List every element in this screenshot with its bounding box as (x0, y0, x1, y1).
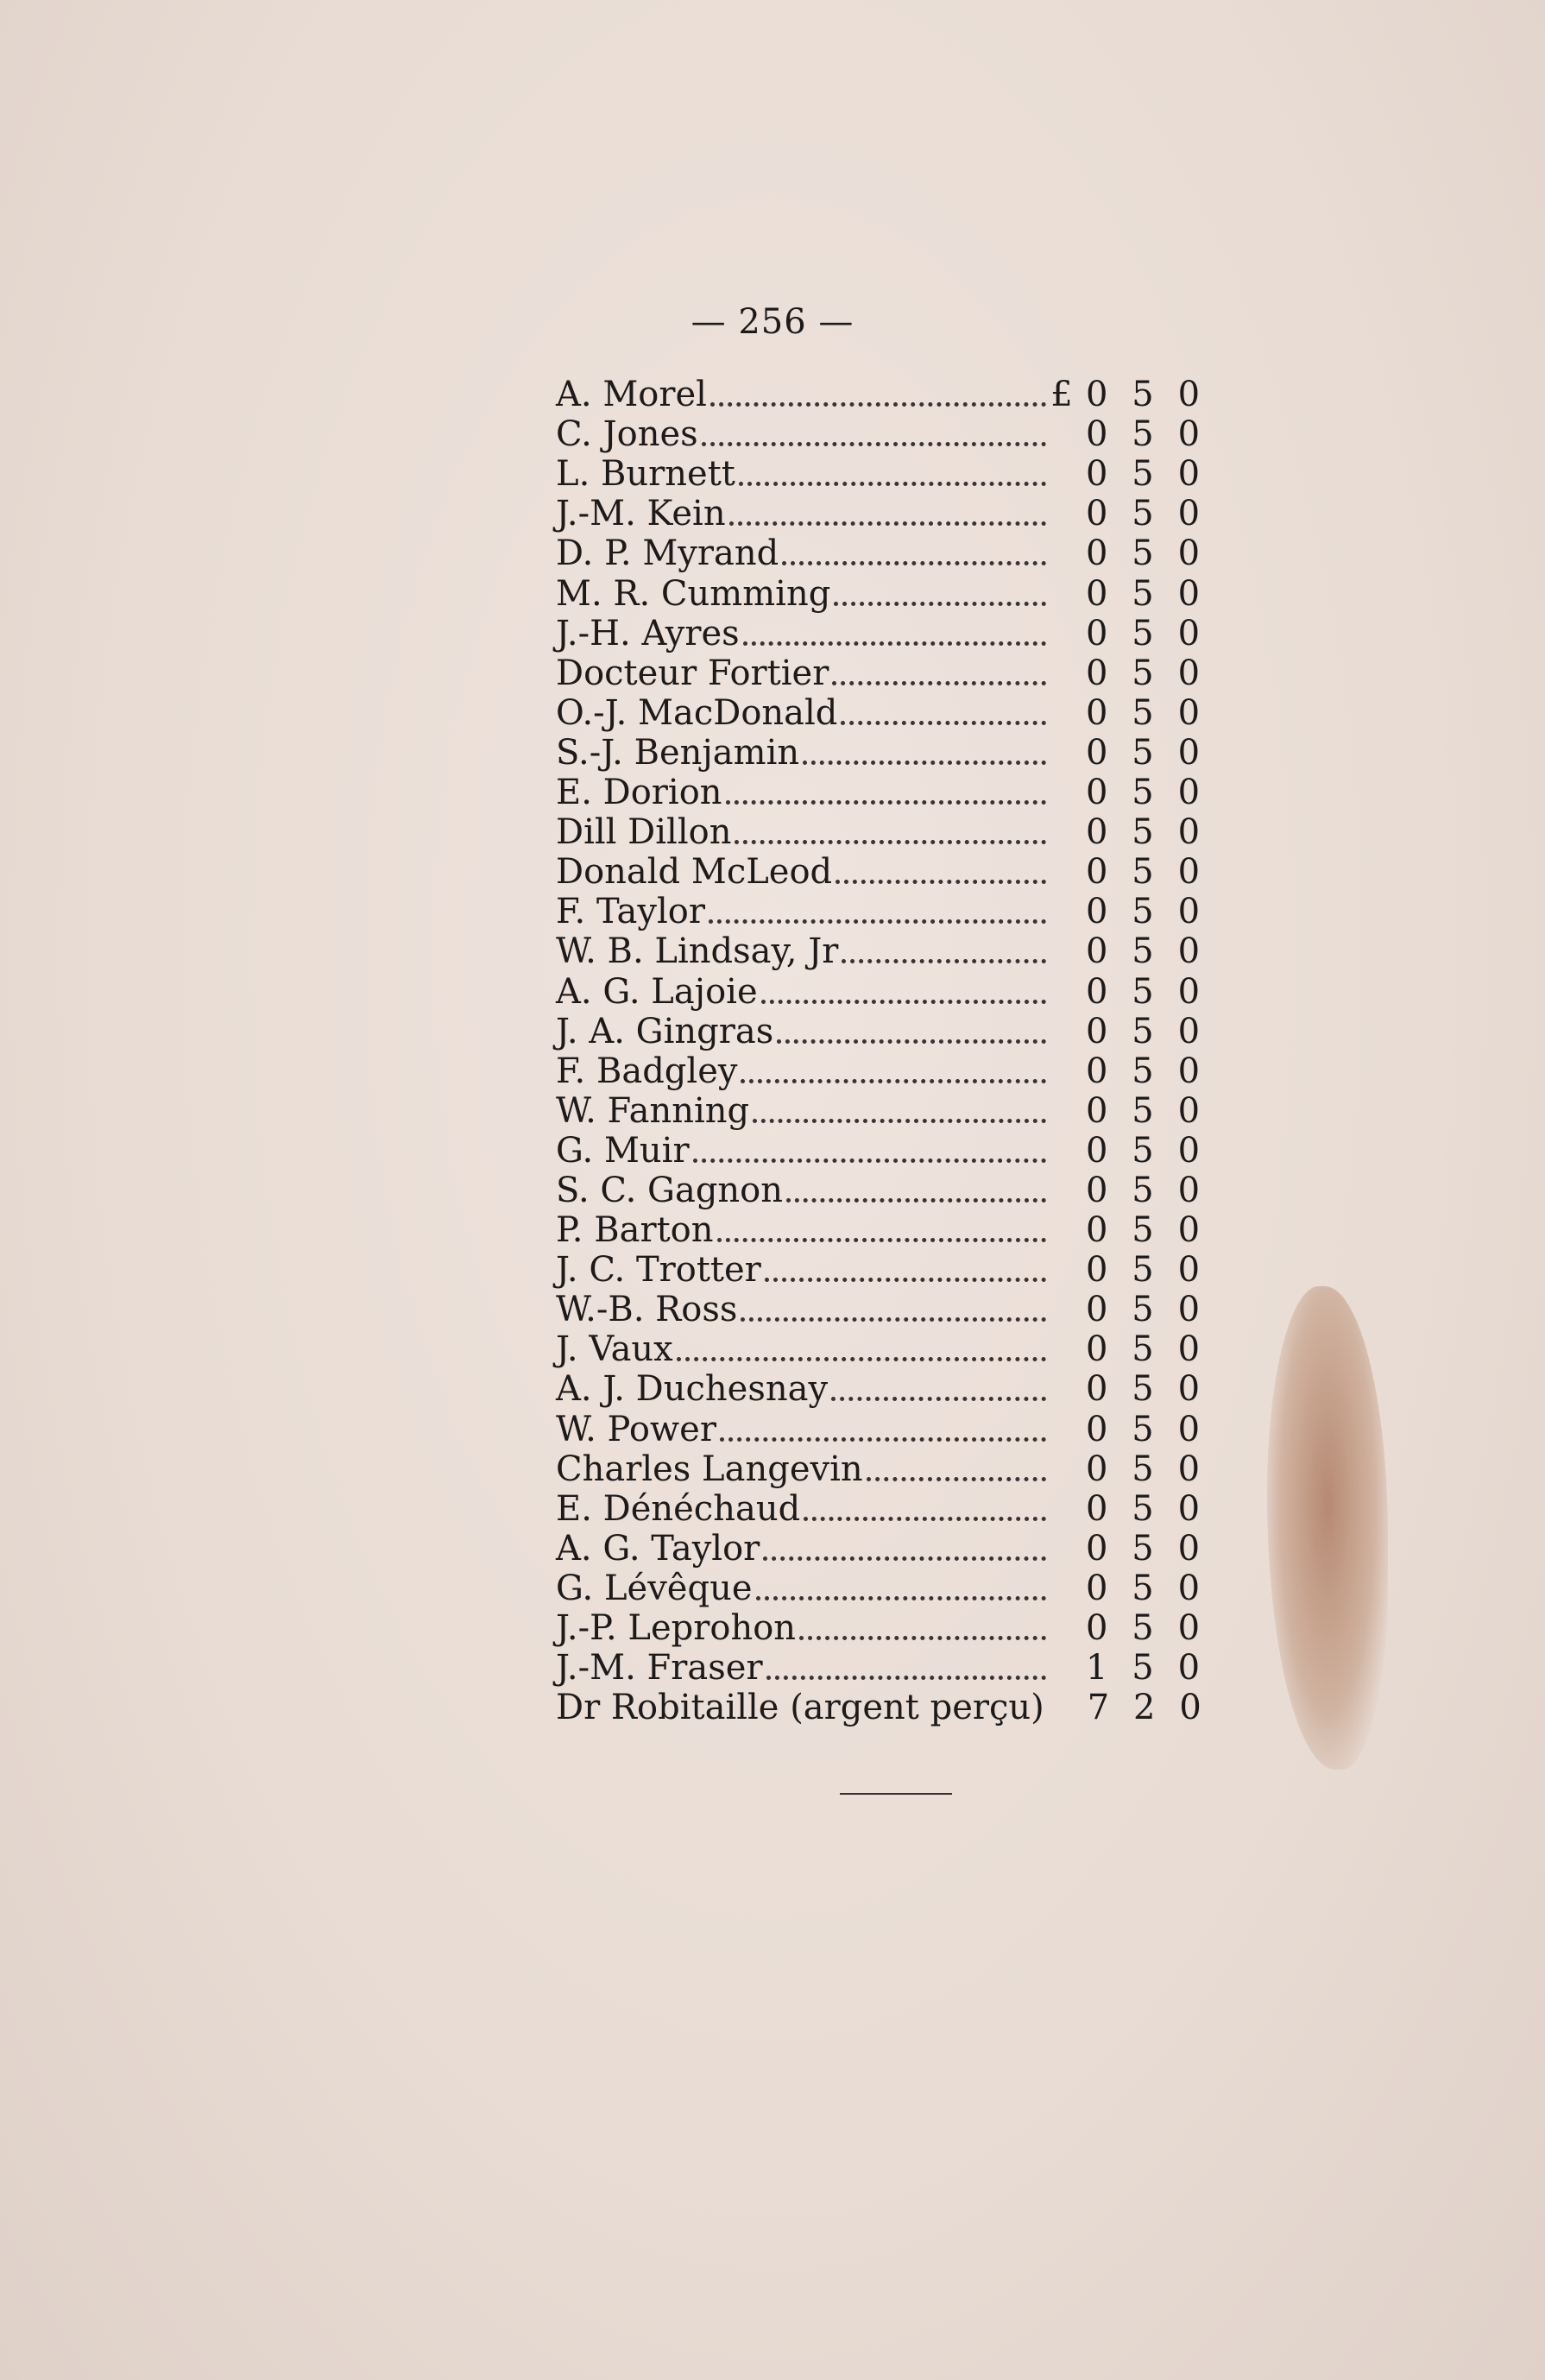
amount (1074, 574, 1212, 614)
pence-value: 0 (1177, 1250, 1201, 1291)
pounds-value: 0 (1085, 1488, 1108, 1529)
amount (1074, 1369, 1212, 1409)
shillings-value: 5 (1132, 454, 1154, 495)
subscription-list (556, 375, 1212, 1727)
amount (1074, 1410, 1212, 1449)
pence-value: 0 (1177, 1170, 1201, 1210)
amount (1074, 1171, 1212, 1210)
subscriber-name: W. B. Lindsay, Jr (556, 931, 839, 972)
pence-value: 0 (1177, 1051, 1201, 1091)
dot-leader (720, 1437, 1046, 1442)
list-item (556, 1290, 1212, 1329)
list-item (556, 892, 1212, 931)
pence-value: 0 (1177, 732, 1201, 773)
list-item (556, 454, 1212, 494)
subscriber-name: J.-M. Fraser (556, 1648, 763, 1689)
pounds-value: 0 (1085, 852, 1108, 893)
pounds-value: 0 (1085, 573, 1108, 614)
shillings-value: 2 (1133, 1688, 1156, 1728)
pence-value: 0 (1177, 454, 1201, 495)
subscriber-name: G. Lévêque (556, 1568, 753, 1608)
shillings-value: 5 (1132, 1488, 1154, 1529)
amount (1074, 852, 1212, 892)
amount (1074, 1608, 1212, 1648)
amount (1074, 375, 1212, 414)
pounds-value: 0 (1085, 1051, 1108, 1091)
subscriber-name: A. Morel (556, 375, 707, 415)
pounds-value: 0 (1085, 1210, 1108, 1251)
pence-value: 0 (1177, 1329, 1201, 1370)
list-item (556, 852, 1212, 892)
amount (1074, 653, 1212, 693)
pence-value: 0 (1177, 1568, 1201, 1608)
subscriber-name: J.-M. Kein (556, 494, 726, 534)
list-item (556, 812, 1212, 852)
shillings-value: 5 (1132, 1130, 1154, 1171)
pounds-value: 0 (1085, 1011, 1108, 1051)
pounds-value: 7 (1087, 1688, 1110, 1728)
list-item (556, 1012, 1212, 1051)
subscriber-name: Docteur Fortier (556, 653, 829, 693)
amount (1074, 614, 1212, 653)
pounds-value: 0 (1085, 732, 1108, 773)
shillings-value: 5 (1132, 533, 1154, 574)
subscriber-name: E. Dénéchaud (556, 1488, 801, 1529)
list-item (556, 1489, 1212, 1529)
list-item (556, 494, 1212, 533)
dot-leader (842, 959, 1046, 963)
pence-value: 0 (1177, 613, 1201, 653)
amount (1074, 1091, 1212, 1131)
subscriber-name: O.-J. MacDonald (556, 692, 838, 733)
list-item (556, 1329, 1212, 1369)
pounds-value: 0 (1085, 1290, 1108, 1330)
dot-leader (799, 1636, 1046, 1640)
shillings-value: 5 (1132, 653, 1154, 693)
subscriber-name: M. R. Cumming (556, 573, 831, 614)
amount (1074, 693, 1212, 733)
pounds-value: 0 (1085, 1608, 1108, 1648)
amount (1075, 1688, 1214, 1727)
pence-value: 0 (1177, 1608, 1201, 1648)
shillings-value: 5 (1132, 852, 1154, 893)
list-item (556, 1529, 1212, 1569)
list-item (556, 1210, 1212, 1250)
amount (1074, 1131, 1212, 1171)
shillings-value: 5 (1132, 1051, 1154, 1091)
pounds-value: 0 (1085, 494, 1108, 534)
pence-value: 0 (1177, 1369, 1201, 1410)
list-item (556, 733, 1212, 773)
pence-value: 0 (1177, 692, 1201, 733)
dot-leader (741, 1079, 1046, 1083)
pounds-value: 0 (1085, 1449, 1108, 1489)
pence-value: 0 (1177, 1011, 1201, 1051)
subscriber-name: F. Taylor (556, 892, 705, 932)
dot-leader (832, 681, 1046, 685)
dot-leader (867, 1477, 1046, 1481)
dot-leader (729, 521, 1046, 526)
list-item (556, 375, 1212, 414)
pence-value: 0 (1177, 892, 1201, 932)
shillings-value: 5 (1132, 892, 1154, 932)
subscriber-name: W. Fanning (556, 1090, 750, 1131)
shillings-value: 5 (1132, 1290, 1154, 1330)
pounds-value: 0 (1085, 1250, 1108, 1291)
pounds-value: 0 (1085, 1568, 1108, 1608)
amount (1074, 1569, 1212, 1608)
pounds-value: 0 (1085, 692, 1108, 733)
list-item (556, 1131, 1212, 1171)
stain-mark (1267, 1286, 1388, 1770)
shillings-value: 5 (1132, 1449, 1154, 1489)
pence-value: 0 (1177, 1090, 1201, 1131)
pence-value: 0 (1177, 971, 1201, 1012)
subscriber-name: J. A. Gingras (556, 1011, 774, 1051)
subscriber-name: Charles Langevin (556, 1449, 863, 1489)
list-item (556, 1369, 1212, 1409)
shillings-value: 5 (1132, 1210, 1154, 1251)
subscriber-name: J. C. Trotter (556, 1250, 761, 1291)
pence-value: 0 (1177, 375, 1201, 415)
pounds-value: 0 (1085, 1409, 1108, 1449)
dot-leader (782, 561, 1046, 565)
pounds-value: 0 (1085, 971, 1108, 1012)
list-item (556, 614, 1212, 653)
amount (1074, 733, 1212, 773)
subscriber-name: W.-B. Ross (556, 1290, 738, 1330)
shillings-value: 5 (1132, 1011, 1154, 1051)
pounds-value: 0 (1085, 931, 1108, 972)
pence-value: 0 (1179, 1688, 1201, 1728)
subscriber-name: Dill Dillon (556, 812, 732, 853)
subscriber-name: E. Dorion (556, 773, 722, 813)
dot-leader (763, 1556, 1046, 1561)
amount (1074, 1051, 1212, 1091)
list-item (556, 573, 1212, 613)
shillings-value: 5 (1132, 1250, 1154, 1291)
dot-leader (834, 602, 1046, 606)
amount (1074, 454, 1212, 494)
amount (1074, 1449, 1212, 1489)
list-item (556, 1449, 1212, 1489)
subscriber-name: A. G. Lajoie (556, 971, 758, 1012)
amount (1074, 1489, 1212, 1529)
amount (1074, 1012, 1212, 1051)
dot-leader (709, 919, 1046, 924)
shillings-value: 5 (1132, 931, 1154, 972)
pence-value: 0 (1177, 414, 1201, 455)
pounds-value: 0 (1085, 1130, 1108, 1171)
subscriber-name: J.-P. Leprohon (556, 1608, 797, 1648)
shillings-value: 5 (1132, 1170, 1154, 1210)
pence-value: 0 (1177, 533, 1201, 574)
shillings-value: 5 (1132, 1608, 1154, 1648)
dot-leader (786, 1198, 1046, 1203)
amount (1074, 494, 1212, 533)
list-item (556, 1648, 1212, 1688)
dot-leader (753, 1119, 1046, 1123)
shillings-value: 5 (1132, 692, 1154, 733)
subscriber-name: A. J. Duchesnay (556, 1369, 829, 1410)
pounds-value: 0 (1085, 375, 1108, 415)
pounds-value: 0 (1085, 1369, 1108, 1410)
subscriber-name: C. Jones (556, 414, 698, 455)
pence-value: 0 (1177, 573, 1201, 614)
list-item (556, 931, 1212, 971)
list-item (556, 653, 1212, 693)
amount (1074, 812, 1212, 852)
list-item (556, 1409, 1212, 1449)
pounds-value: 0 (1085, 1329, 1108, 1370)
amount (1074, 1329, 1212, 1369)
shillings-value: 5 (1132, 971, 1154, 1012)
amount (1074, 1250, 1212, 1290)
dot-leader (702, 442, 1046, 446)
shillings-value: 5 (1132, 573, 1154, 614)
pounds-value: 0 (1085, 533, 1108, 574)
dot-leader (765, 1278, 1046, 1282)
shillings-value: 5 (1132, 1369, 1154, 1410)
subscriber-name: D. P. Myrand (556, 533, 779, 574)
dot-leader (804, 1517, 1046, 1521)
list-item (556, 773, 1212, 812)
pence-value: 0 (1177, 494, 1201, 534)
shillings-value: 5 (1132, 1528, 1154, 1569)
dot-leader (717, 1238, 1046, 1242)
dot-leader (739, 482, 1046, 486)
dot-leader (766, 1676, 1046, 1680)
amount (1074, 414, 1212, 454)
list-item (556, 693, 1212, 733)
pence-value: 0 (1177, 773, 1201, 813)
amount (1074, 972, 1212, 1012)
list-item (556, 1569, 1212, 1608)
amount (1074, 533, 1212, 573)
list-item (556, 414, 1212, 454)
subscriber-name: F. Badgley (556, 1051, 738, 1091)
dot-leader (693, 1158, 1046, 1163)
pounds-value: 0 (1085, 613, 1108, 653)
dot-leader (735, 840, 1046, 844)
subscriber-name: J.-H. Ayres (556, 613, 740, 653)
shillings-value: 5 (1132, 773, 1154, 813)
pence-value: 0 (1177, 1528, 1201, 1569)
list-item (556, 1608, 1212, 1648)
shillings-value: 5 (1132, 1090, 1154, 1131)
pence-value: 0 (1177, 852, 1201, 893)
shillings-value: 5 (1132, 375, 1154, 415)
shillings-value: 5 (1132, 1568, 1154, 1608)
amount (1074, 1529, 1212, 1569)
pounds-value: 0 (1085, 1090, 1108, 1131)
currency-symbol: £ (1050, 375, 1073, 415)
amount (1074, 892, 1212, 931)
dot-leader (743, 641, 1046, 646)
list-item (556, 1250, 1212, 1290)
shillings-value: 5 (1132, 613, 1154, 653)
subscriber-name: Dr Robitaille (argent perçu) (556, 1688, 1044, 1728)
amount (1074, 1290, 1212, 1329)
subscriber-name: S. C. Gagnon (556, 1170, 784, 1210)
pence-value: 0 (1177, 1409, 1201, 1449)
shillings-value: 5 (1132, 732, 1154, 773)
pounds-value: 0 (1085, 1170, 1108, 1210)
list-item (556, 971, 1212, 1011)
pounds-value: 0 (1085, 414, 1108, 455)
amount (1074, 931, 1212, 971)
shillings-value: 5 (1132, 1409, 1154, 1449)
shillings-value: 5 (1132, 812, 1154, 853)
dot-leader (777, 1039, 1046, 1044)
pounds-value: 0 (1085, 773, 1108, 813)
pence-value: 0 (1177, 1130, 1201, 1171)
list-item (556, 1051, 1212, 1091)
subscriber-name: P. Barton (556, 1210, 714, 1251)
pounds-value: 1 (1085, 1648, 1108, 1689)
dot-leader (831, 1397, 1046, 1401)
dot-leader (726, 800, 1046, 805)
amount (1074, 773, 1212, 812)
dot-leader (756, 1596, 1047, 1600)
pounds-value: 0 (1085, 892, 1108, 932)
shillings-value: 5 (1132, 1648, 1154, 1689)
pence-value: 0 (1177, 812, 1201, 853)
pence-value: 0 (1177, 1488, 1201, 1529)
subscriber-name: J. Vaux (556, 1329, 673, 1370)
list-item (556, 1091, 1212, 1131)
page-number: — 256 — (691, 302, 854, 342)
dot-leader (677, 1357, 1046, 1361)
amount (1074, 1648, 1212, 1688)
pence-value: 0 (1177, 1290, 1201, 1330)
pence-value: 0 (1177, 1648, 1201, 1689)
amount (1074, 1210, 1212, 1250)
pounds-value: 0 (1085, 653, 1108, 693)
dot-leader (803, 761, 1046, 765)
list-item (556, 1171, 1212, 1210)
pence-value: 0 (1177, 653, 1201, 693)
list-item (556, 533, 1212, 573)
closing-rule (840, 1793, 952, 1795)
subscriber-name: S.-J. Benjamin (556, 732, 800, 773)
dot-leader (836, 880, 1046, 884)
dot-leader (841, 721, 1046, 725)
pounds-value: 0 (1085, 1528, 1108, 1569)
subscriber-name: W. Power (556, 1409, 716, 1449)
pounds-value: 0 (1085, 454, 1108, 495)
dot-leader (761, 1000, 1046, 1004)
pounds-value: 0 (1085, 812, 1108, 853)
pence-value: 0 (1177, 1449, 1201, 1489)
shillings-value: 5 (1132, 494, 1154, 534)
pence-value: 0 (1177, 931, 1201, 972)
subscriber-name: G. Muir (556, 1130, 690, 1171)
dot-leader (741, 1317, 1046, 1322)
shillings-value: 5 (1132, 1329, 1154, 1370)
list-item (556, 1688, 1212, 1727)
dot-leader (710, 402, 1046, 407)
subscriber-name: A. G. Taylor (556, 1528, 760, 1569)
pence-value: 0 (1177, 1210, 1201, 1251)
subscriber-name: L. Burnett (556, 454, 735, 495)
subscriber-name: Donald McLeod (556, 852, 833, 893)
shillings-value: 5 (1132, 414, 1154, 455)
